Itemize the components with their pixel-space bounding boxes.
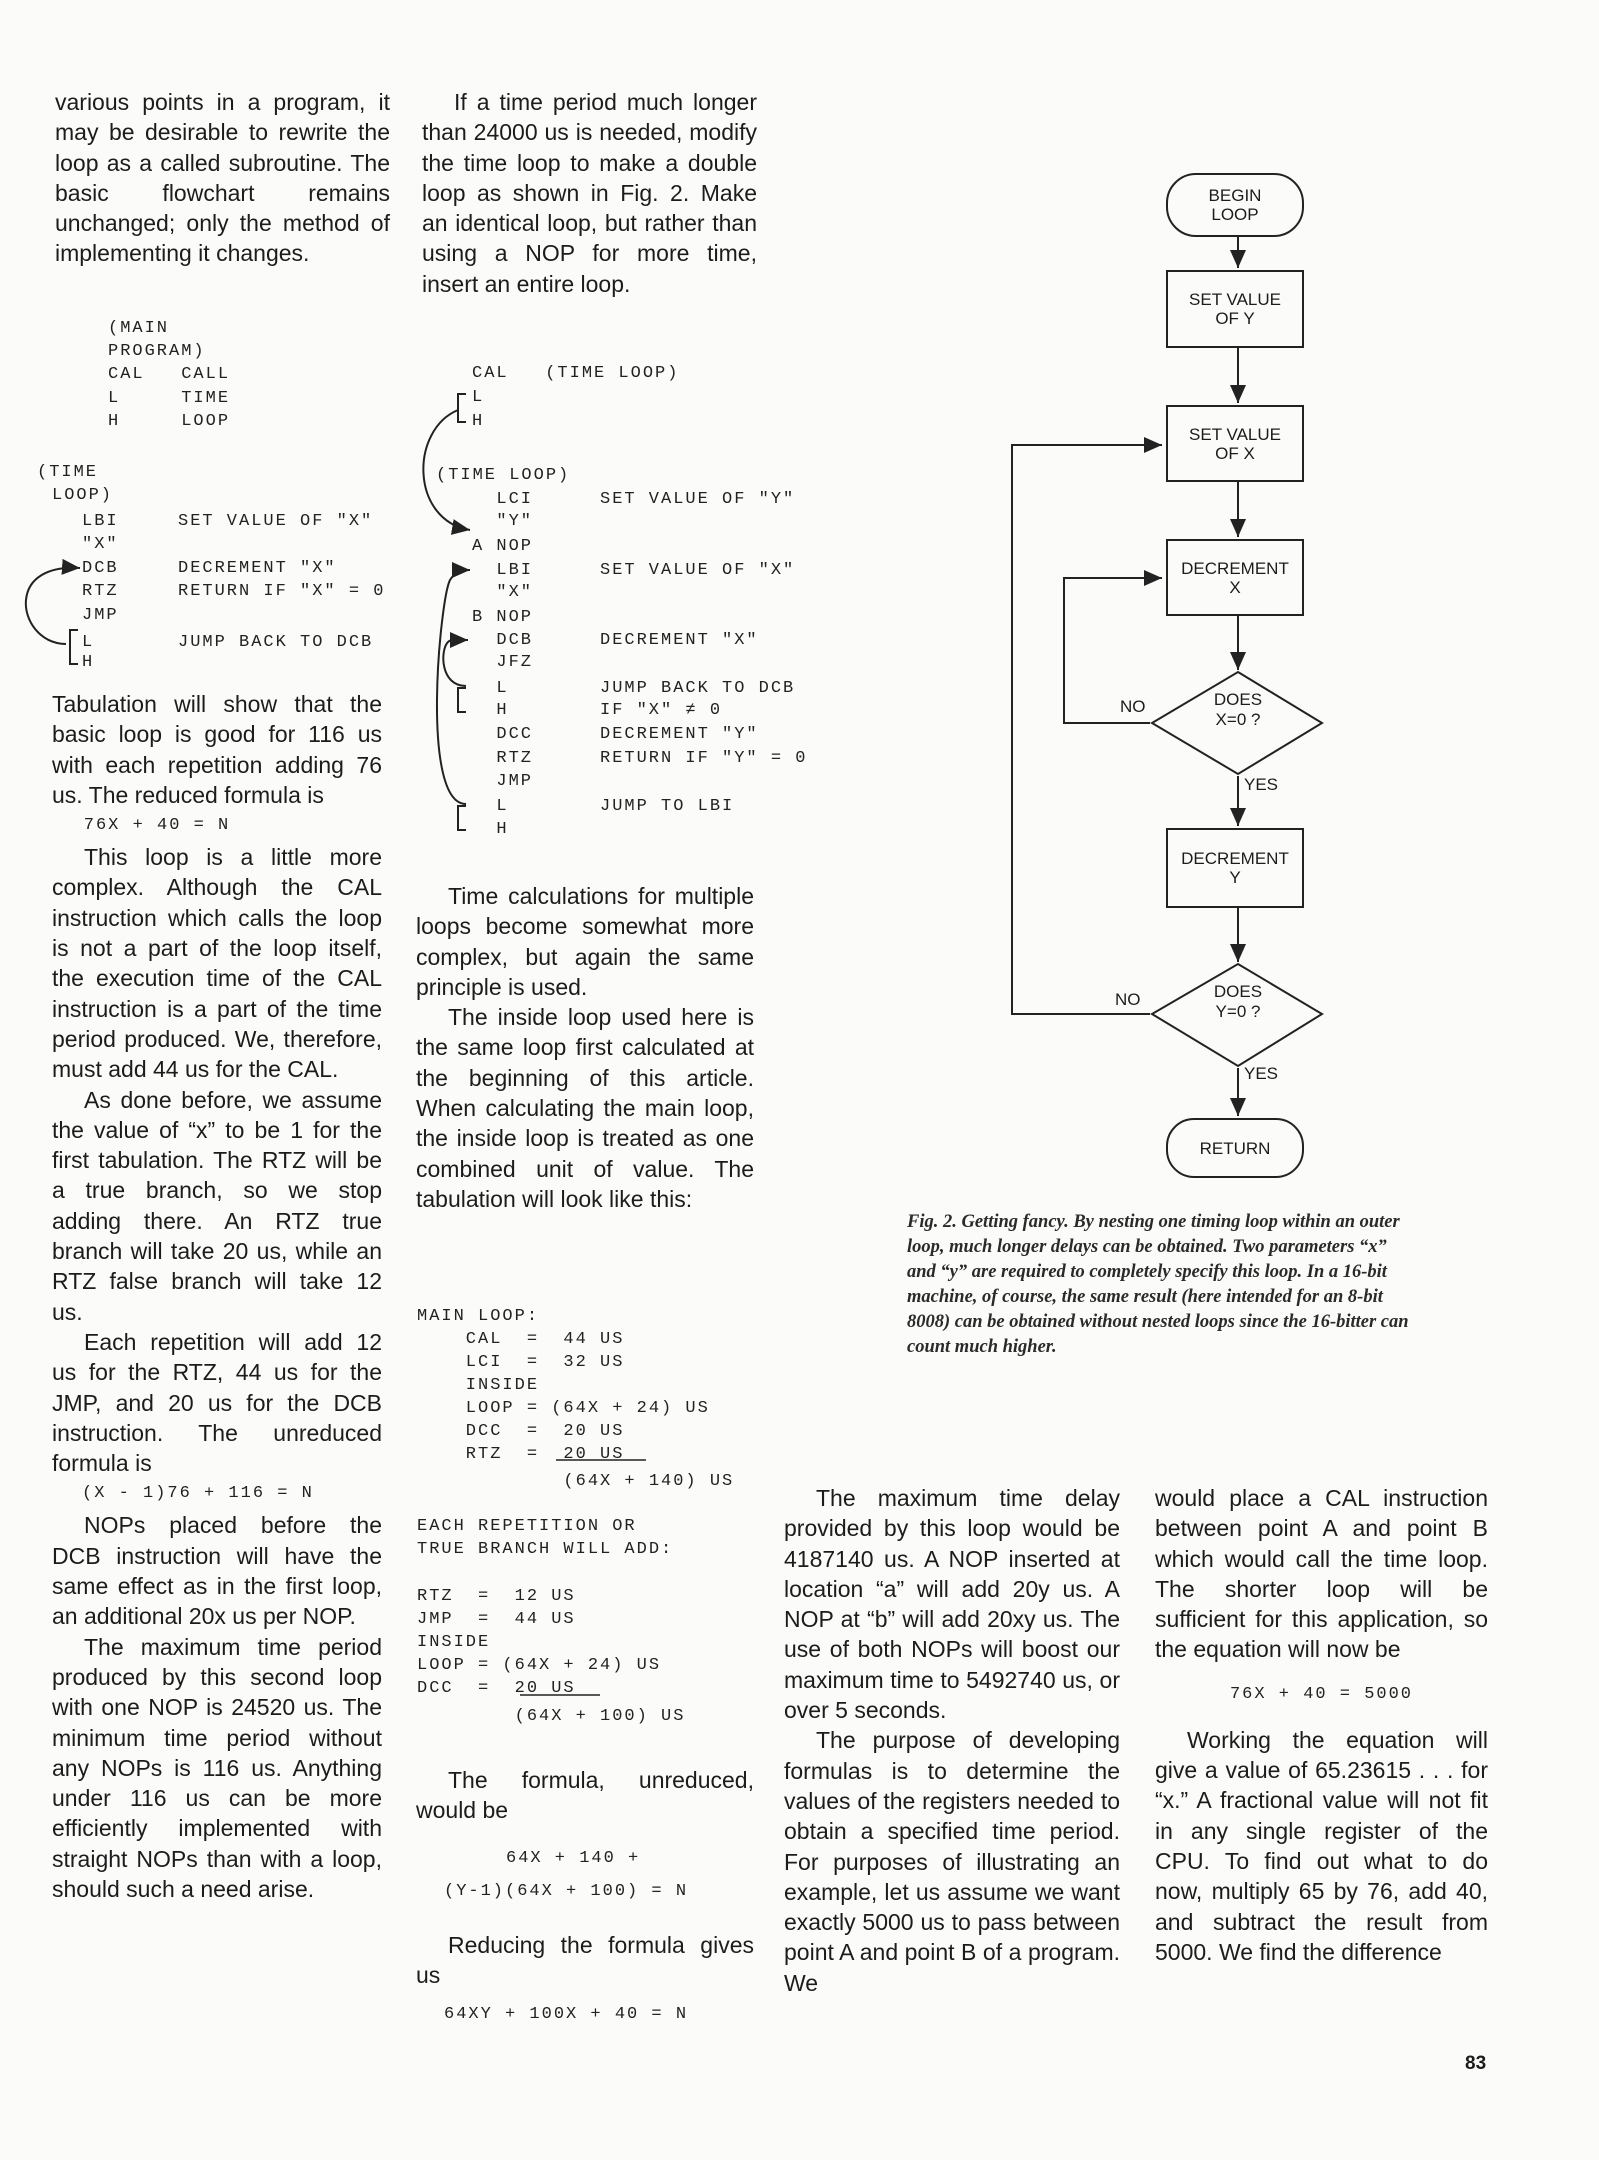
code2-op: DCB (82, 559, 119, 578)
code3-op: DCC (472, 725, 534, 744)
tab1-line: (64X + 140) US (417, 1472, 735, 1491)
col1-p5: NOPs placed before the DCB instruction will have the same effect as in the first loop, an additional 20x us per NOP. (52, 1512, 382, 1630)
col3 (784, 1483, 1120, 1998)
col2-inner-loop-arrow (443, 640, 468, 687)
code3-op: LBI (472, 561, 534, 580)
col2-lh-bracket (458, 394, 466, 422)
fc-begin-label: BEGIN LOOP (1208, 186, 1262, 224)
fc-set-y (1166, 270, 1304, 348)
code2-op: LBI (82, 512, 119, 531)
code1-line: L TIME (108, 389, 231, 408)
fc-loop-no-y (1012, 445, 1162, 1014)
code1-line: H LOOP (108, 412, 231, 431)
tab2-line: JMP = 44 US (417, 1610, 576, 1629)
code3-cal: CAL (TIME LOOP) (472, 364, 680, 383)
code3-desc: IF "X" ≠ 0 (600, 701, 723, 720)
fc-return-label: RETURN (1199, 1138, 1271, 1158)
fc-dec-x-label: DECREMENT X (1181, 558, 1289, 597)
tab1-line: MAIN LOOP: (417, 1307, 540, 1326)
tab2-line: INSIDE (417, 1633, 491, 1652)
code3-op: B NOP (472, 608, 534, 627)
col2-p3: The inside loop used here is the same loop first calculated at the beginning of this article. When calculating the main loop, the inside loop is treated as one combined unit of value. The tabulation will look like this: (416, 1004, 754, 1212)
formula2: (X - 1)76 + 116 = N (82, 1484, 314, 1504)
code3-desc: SET VALUE OF "Y" (600, 490, 796, 509)
code3-desc: DECREMENT "X" (600, 631, 759, 650)
col1-p3: As done before, we assume the value of “x” to be 1 for the first tabulation. The RTZ will be a true branch, so we stop adding there. An RTZ true branch will take 20 us, while an RTZ false branch will take 12 us. (52, 1086, 382, 1325)
code2-op: L (82, 633, 95, 652)
code2-desc: RETURN IF "X" = 0 (178, 582, 386, 601)
col4-p2: Working the equation will give a value of 65.23615 . . . for “x.” A fractional value will not fit in any single register of the CPU. To find out what to do now, multiply 65 by 76, add 40, and subtract the result from 5000. We find the difference (1155, 1726, 1488, 1965)
col1-lh-bracket (70, 630, 78, 664)
code3-op: A NOP (472, 537, 534, 556)
code3-op: DCB (472, 631, 534, 650)
tab2-line: EACH REPETITION OR (417, 1517, 637, 1536)
code1-line: CAL CALL (108, 365, 231, 384)
code3-op: L (472, 679, 509, 698)
code2-op: LOOP) (52, 486, 114, 505)
tab1-line: LOOP = (64X + 24) US (417, 1399, 710, 1418)
code1-line: (MAIN (108, 319, 170, 338)
code3-op: H (472, 820, 509, 839)
code3-op: L (472, 797, 509, 816)
formula3b: (Y-1)(64X + 100) = N (444, 1882, 689, 1901)
fc-set-x-label: SET VALUE OF X (1189, 424, 1281, 463)
code3-op: "X" (472, 583, 534, 602)
code3-desc: DECREMENT "Y" (600, 725, 759, 744)
col1-p1: Tabulation will show that the basic loop is good for 116 us with each repetition adding 76 us. The reduced formula is (52, 691, 382, 808)
tab1-line: RTZ = 20 US (417, 1445, 625, 1464)
code3-desc: JUMP TO LBI (600, 797, 735, 816)
tab2-line: LOOP = (64X + 24) US (417, 1656, 662, 1675)
col1-intro: various points in a program, it may be desirable to rewrite the loop as a called subroutine. The basic flowchart remains unchanged; only the method of implementing it changes. (55, 89, 390, 267)
fc-yes-x: YES (1244, 775, 1279, 794)
tab1-line: INSIDE (417, 1376, 540, 1395)
code2-op: JMP (82, 606, 119, 625)
code3-op: JMP (472, 772, 534, 791)
code3-desc: SET VALUE OF "X" (600, 561, 796, 580)
fc-loop-no-x (1064, 578, 1162, 723)
fc-return (1166, 1118, 1304, 1178)
code3-h: H (472, 412, 485, 431)
col4-p1: would place a CAL instruction between point A and point B which would call the time loop. The shorter loop will be sufficient for this application, so the equation will now be (1155, 1485, 1488, 1663)
tab2-line: RTZ = 12 US (417, 1587, 576, 1606)
fc-does-x-label: DOES X=0 ? (1213, 690, 1263, 729)
col1-p2: This loop is a little more complex. Although the CAL instruction which calls the loop is not a part of the loop itself, the execution time of the CAL instruction is a part of the time period produced. We, therefore, must add 44 us for the CAL. (52, 844, 382, 1083)
col2-call-arrow (423, 410, 470, 530)
code3-desc: JUMP BACK TO DCB (600, 679, 796, 698)
fc-does-y-label: DOES Y=0 ? (1213, 982, 1263, 1021)
tab2-line: DCC = 20 US (417, 1679, 576, 1698)
code3-l: L (472, 388, 485, 407)
code3-op: H (472, 701, 509, 720)
col1-loop-arrow (26, 568, 80, 644)
fc-dec-y-label: DECREMENT Y (1181, 849, 1289, 887)
tab1-line: LCI = 32 US (417, 1353, 625, 1372)
col4 (1155, 1483, 1488, 1967)
code2-desc: DECREMENT "X" (178, 559, 337, 578)
tab2-line: TRUE BRANCH WILL ADD: (417, 1540, 674, 1559)
code2-desc: SET VALUE OF "X" (178, 512, 374, 531)
code2-op: (TIME (37, 463, 99, 482)
col2-p1: If a time period much longer than 24000 us is needed, modify the time loop to make a double loop as shown in Fig. 2. Make an identical loop, but rather than using a NOP for more time, insert an entire loop. (422, 89, 757, 297)
col3-p1: The maximum time delay provided by this loop would be 4187140 us. A NOP inserted at location “a” will add 20y us. A NOP at “b” will add 20xy us. The use of both NOPs will boost our maximum time to 5492740 us, or over 5 seconds. (784, 1485, 1120, 1724)
formula1: 76X + 40 = N (83, 816, 231, 836)
tab1-line: CAL = 44 US (417, 1330, 625, 1349)
page-number: 83 (1465, 2053, 1487, 2074)
code3-op: RTZ (472, 749, 534, 768)
fc-no-x: NO (1120, 697, 1146, 716)
code3-desc: RETURN IF "Y" = 0 (600, 749, 808, 768)
code2-desc: JUMP BACK TO DCB (178, 633, 374, 652)
col2-p2: Time calculations for multiple loops become somewhat more complex, but again the same principle is used. (416, 883, 754, 1000)
col1-p4: Each repetition will add 12 us for the RTZ, 44 us for the JMP, and 20 us for the DCB instruction. The unreduced formula is (52, 1328, 382, 1477)
col2-inner-bracket (458, 688, 466, 712)
fc-set-x (1166, 405, 1304, 482)
code3-op: LCI (472, 490, 534, 509)
tab2-line: (64X + 100) US (417, 1707, 686, 1726)
formula4: 64XY + 100X + 40 = N (444, 2005, 689, 2024)
code1-line: PROGRAM) (108, 342, 206, 361)
formula3a: 64X + 140 + (506, 1849, 641, 1868)
col2-outer-bracket (458, 806, 466, 830)
fc-decrement-y (1166, 828, 1304, 908)
fc-set-y-label: SET VALUE OF Y (1189, 290, 1281, 328)
fc-yes-y: YES (1244, 1064, 1279, 1083)
code3-op: (TIME LOOP) (436, 466, 571, 485)
code3-op: JFZ (472, 653, 534, 672)
tab1-line: DCC = 20 US (417, 1422, 625, 1441)
col3-p2: The purpose of developing formulas is to determine the values of the registers needed to obtain a specified time period. For purposes of illustrating an example, let us assume we want exactly 5000 us to pass between point A and point B of a program. We (784, 1727, 1120, 1996)
col2-p5: Reducing the formula gives us (416, 1932, 754, 1989)
code3-op: "Y" (472, 512, 534, 531)
fc-no-y: NO (1115, 990, 1141, 1009)
formula5: 76X + 40 = 5000 (1229, 1684, 1414, 1704)
fc-begin-loop (1166, 173, 1304, 237)
col1-p6: The maximum time period produced by this second loop with one NOP is 24520 us. The minimum time period without any NOPs is 116 us. Anything under 116 us can be more efficiently implemented with straight NOPs than with a loop, should such a need arise. (52, 1633, 382, 1902)
code2-op: "X" (82, 535, 119, 554)
fc-decrement-x (1166, 539, 1304, 616)
code2-op: RTZ (82, 582, 119, 601)
col2-p4: The formula, unreduced, would be (416, 1767, 754, 1824)
code2-op: H (82, 653, 95, 672)
figure-caption: Fig. 2. Getting fancy. By nesting one timing loop within an outer loop, much longer delays can be obtained. Two parameters “x” and “y” are required to completely specify this loop. In a 16-bit machine, of course, the same result (here intended for an 8-bit 8008) can be obtained without nested loops since the 16-bitter can count much higher. (907, 1212, 1409, 1357)
